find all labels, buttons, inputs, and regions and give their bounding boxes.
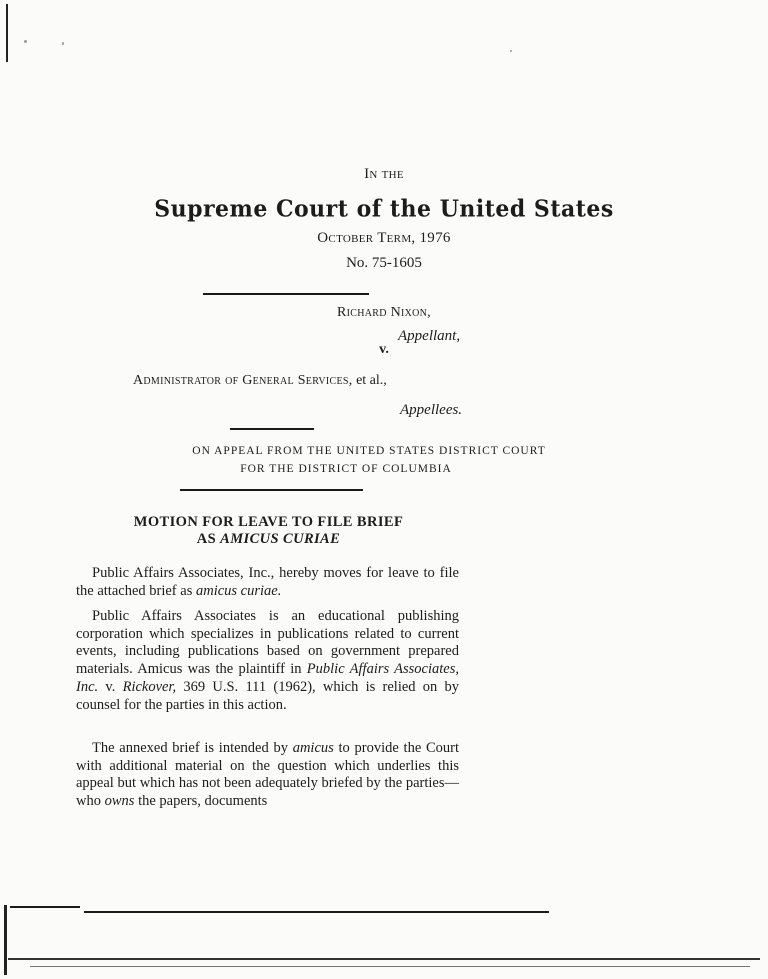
- header-rule: [203, 293, 369, 295]
- motion-title-line-2: [0, 531, 537, 548]
- appeal-rule: [180, 489, 363, 491]
- scan-edge-mark-bottom-left: [4, 905, 7, 975]
- bottom-page-line: [10, 906, 80, 908]
- paragraph-1-italic: amicus curiae.: [195, 582, 282, 599]
- appeal-line-2: FOR THE DISTRICT OF COLUMBIA: [240, 463, 452, 475]
- court-name: Supreme Court of the United States: [154, 195, 614, 223]
- paragraph-2-citation: 369 U.S. 111 (1962), which is relied on by counsel for the parties in this action.: [76, 678, 460, 713]
- appellee-line: [133, 373, 387, 389]
- scan-speck: [510, 50, 512, 52]
- scan-edge-line-bottom: [8, 958, 760, 960]
- parties-rule: [230, 428, 314, 430]
- paragraph-2: [76, 608, 459, 714]
- appellee-name: Administrator of General Services,: [133, 373, 353, 388]
- in-the-label: In the: [364, 166, 404, 182]
- term-label: October Term, 1976: [317, 230, 451, 246]
- paragraph-2-case-name: Public Affairs Associates, Inc.: [76, 661, 459, 695]
- versus-label: v.: [379, 342, 389, 357]
- scan-speck: [24, 40, 27, 43]
- appellant-role: Appellant,: [398, 328, 461, 344]
- motion-title-line-1: MOTION FOR LEAVE TO FILE BRIEF: [133, 514, 404, 530]
- paragraph-3: [76, 740, 459, 811]
- paragraph-3-text-3: the papers, documents: [138, 793, 268, 810]
- paragraph-3-text-2: to provide the Court with additional material on the question which underlies this appeal but which has not been adequately briefed by the parties—who: [76, 740, 460, 810]
- paragraph-2-text: Public Affairs Associates is an educational publishing corporation which specializes in publications related to current events, including publications based on government prepared materials. Amicus was the plaintiff in: [76, 608, 459, 678]
- motion-title-italic: AMICUS CURIAE: [220, 531, 341, 547]
- paragraph-3-text: The annexed brief is intended by: [92, 740, 288, 756]
- scan-edge-mark-top-left: [6, 4, 8, 62]
- docket-number: No. 75-1605: [346, 255, 422, 271]
- appellee-role: Appellees.: [400, 402, 463, 418]
- paragraph-2-case-party: Rickover,: [122, 678, 177, 695]
- paragraph-1-text: Public Affairs Associates, Inc., hereby moves for leave to file the attached brief as: [76, 565, 459, 599]
- paragraph-1: [76, 565, 459, 600]
- paragraph-3-amicus: amicus: [292, 740, 334, 756]
- paragraph-3-owns: owns: [104, 793, 135, 810]
- bottom-page-line-2: [84, 911, 549, 913]
- appellee-suffix: et al.,: [356, 373, 387, 388]
- paragraph-2-versus: v.: [105, 678, 116, 695]
- motion-title-prefix: AS: [196, 531, 217, 547]
- appeal-line-1: ON APPEAL FROM THE UNITED STATES DISTRICT COURT: [192, 445, 546, 457]
- scan-speck: [62, 42, 64, 45]
- appellant-name: Richard Nixon,: [337, 305, 431, 320]
- scan-edge-line-bottom-2: [30, 966, 750, 967]
